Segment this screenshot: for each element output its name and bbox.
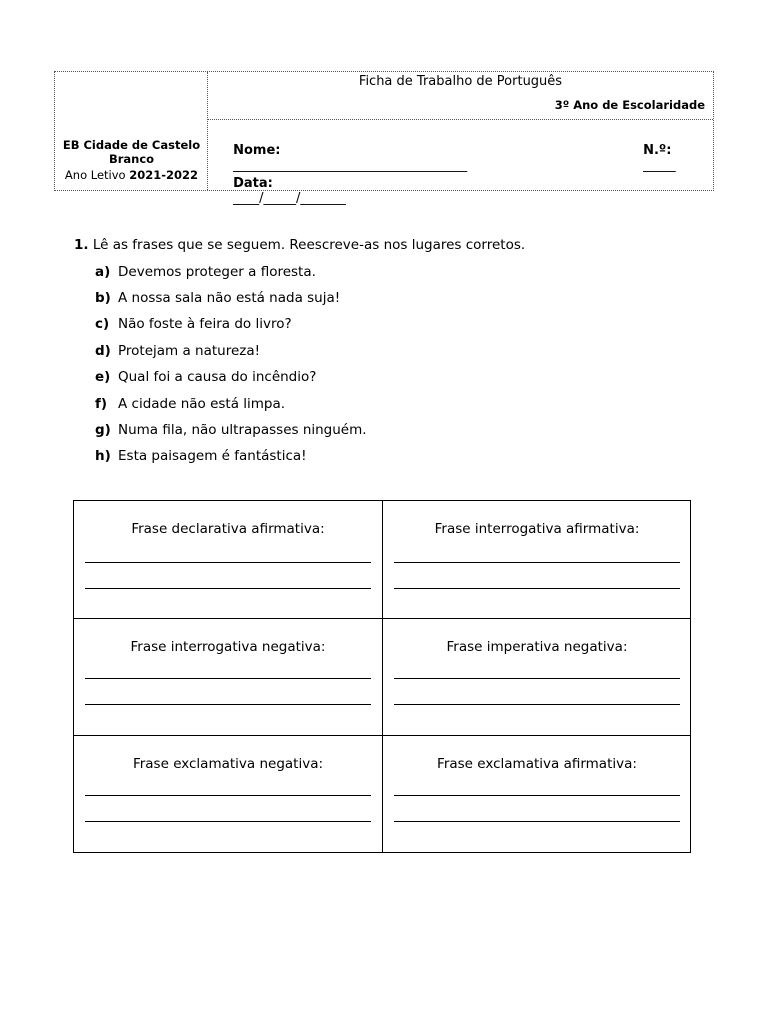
number-label: N.º: [643, 143, 672, 158]
answer-line[interactable] [85, 678, 371, 679]
item-letter: e) [95, 369, 111, 385]
name-label: Nome: [233, 143, 281, 158]
answer-line[interactable] [394, 562, 680, 563]
answer-line[interactable] [85, 704, 371, 705]
list-item [95, 368, 316, 386]
question-text: Lê as frases que se seguem. Reescreve-as nos lugares corretos. [92, 237, 526, 253]
school-info [55, 72, 208, 190]
question-1 [74, 236, 525, 254]
answer-cell-exclamative-negative [74, 736, 382, 853]
answer-table [73, 500, 691, 853]
date-blank: ____/_____/_______ [233, 191, 346, 206]
name-blank: ____________________________________ [233, 158, 468, 173]
list-item [95, 421, 367, 439]
answer-cell-interrogative-affirmative [383, 501, 691, 618]
answer-line[interactable] [394, 588, 680, 589]
answer-cell-label: Frase exclamativa afirmativa: [437, 756, 637, 772]
item-letter: f) [95, 396, 108, 412]
item-text: Esta paisagem é fantástica! [118, 448, 307, 464]
item-letter: h) [95, 448, 111, 464]
list-item [95, 395, 285, 413]
answer-cell-label: Frase interrogativa negativa: [130, 639, 326, 655]
number-field [625, 128, 676, 188]
worksheet-header [54, 71, 714, 206]
school-year-label: Ano Letivo [64, 168, 126, 182]
answer-cell-label: Frase imperativa negativa: [446, 639, 628, 655]
list-item [95, 289, 340, 307]
answer-cell-label: Frase interrogativa afirmativa: [434, 521, 640, 537]
item-text: Numa fila, não ultrapasses ninguém. [118, 422, 367, 438]
school-year-value: 2021-2022 [129, 168, 199, 182]
list-item [95, 342, 260, 360]
question-number: 1. [74, 237, 89, 253]
number-blank: _____ [643, 158, 676, 173]
item-text: Qual foi a causa do incêndio? [118, 369, 317, 385]
school-name: EB Cidade de Castelo Branco [62, 138, 201, 166]
answer-line[interactable] [394, 704, 680, 705]
grade-label: 3º Ano de Escolaridade [554, 98, 705, 112]
answer-line[interactable] [85, 795, 371, 796]
answer-line[interactable] [394, 795, 680, 796]
answer-line[interactable] [394, 678, 680, 679]
list-item [95, 263, 316, 281]
answer-line[interactable] [85, 821, 371, 822]
list-item [95, 447, 307, 465]
item-letter: a) [95, 264, 111, 280]
item-text: Não foste à feira do livro? [118, 316, 292, 332]
answer-cell-label: Frase declarativa afirmativa: [131, 521, 325, 537]
item-text: A nossa sala não está nada suja! [118, 290, 341, 306]
title-area [208, 72, 713, 120]
item-text: A cidade não está limpa. [118, 396, 286, 412]
answer-line[interactable] [394, 821, 680, 822]
answer-line[interactable] [85, 562, 371, 563]
answer-cell-declarative-affirmative [74, 501, 382, 618]
date-field [215, 161, 346, 221]
item-text: Protejam a natureza! [118, 343, 261, 359]
school-year [55, 168, 208, 182]
answer-cell-interrogative-negative [74, 619, 382, 736]
item-letter: d) [95, 343, 111, 359]
answer-cell-imperative-negative [383, 619, 691, 736]
item-letter: c) [95, 316, 110, 332]
answer-line[interactable] [85, 588, 371, 589]
worksheet-title: Ficha de Trabalho de Português [358, 74, 563, 89]
item-letter: b) [95, 290, 111, 306]
list-item [95, 315, 292, 333]
item-letter: g) [95, 422, 111, 438]
answer-cell-label: Frase exclamativa negativa: [132, 756, 324, 772]
date-label: Data: [233, 176, 273, 191]
item-text: Devemos proteger a floresta. [118, 264, 316, 280]
answer-cell-exclamative-affirmative [383, 736, 691, 853]
